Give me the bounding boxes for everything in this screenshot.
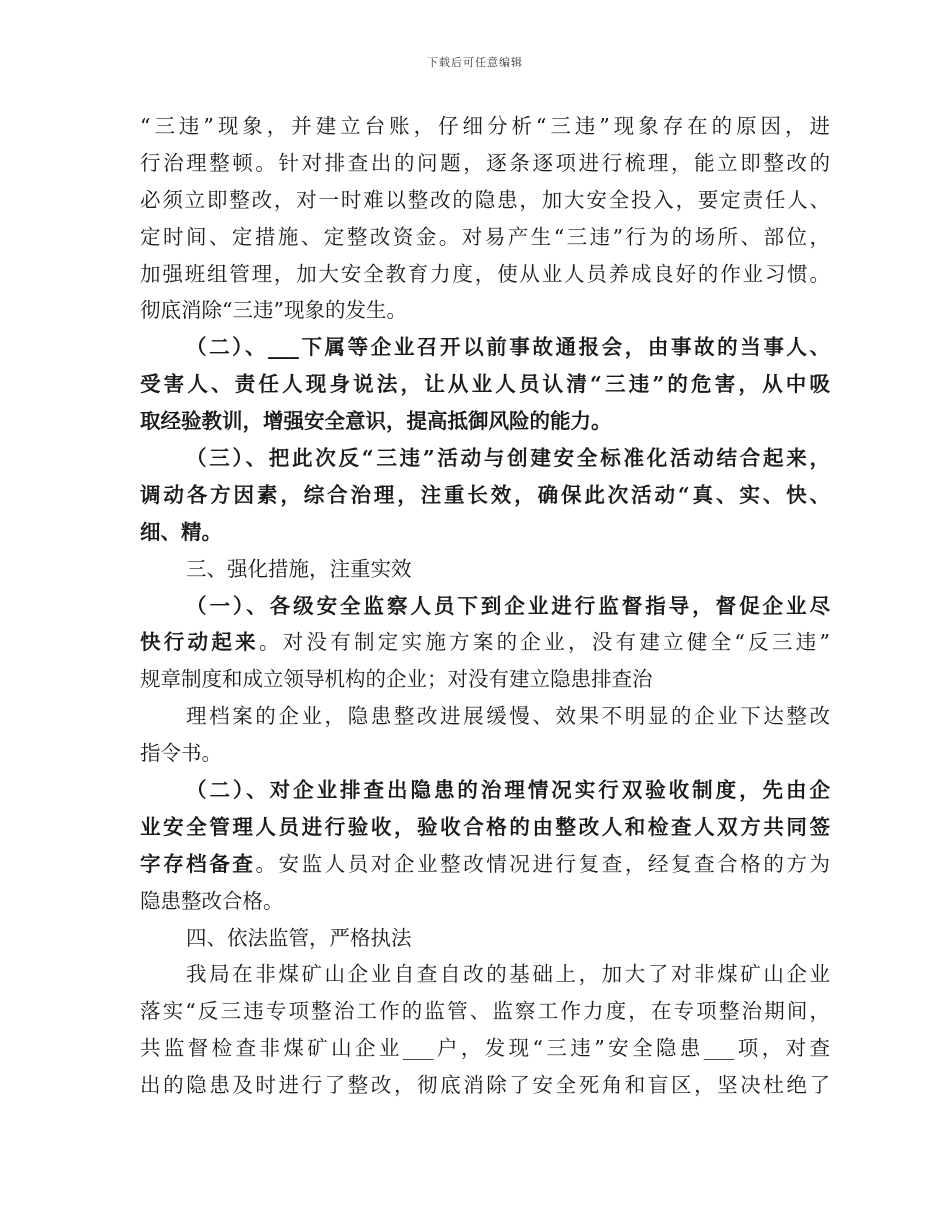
paragraph-4 bbox=[140, 588, 830, 699]
text-line bbox=[140, 846, 830, 883]
bold-run: 字存档备查 bbox=[140, 851, 256, 876]
bold-run: 快行动起来 bbox=[140, 630, 259, 655]
text-line: 落实“反三违专项整治工作的监管、监察工作力度，在专项整治期间， bbox=[140, 999, 830, 1024]
text-line: 定时间、定措施、定整改资金。对易产生“三违”行为的场所、部位， bbox=[140, 224, 830, 249]
text-run: 。对没有制定实施方案的企业，没有建立健全“反三违” bbox=[258, 630, 830, 655]
section-heading-3: 三、强化措施，注重实效 bbox=[186, 556, 412, 581]
paragraph-3 bbox=[140, 440, 830, 551]
paragraph-1 bbox=[140, 108, 830, 329]
text-line: 取经验教训，增强安全意识，提高抵御风险的能力。 bbox=[140, 409, 612, 434]
text-line: 指令书。 bbox=[140, 741, 222, 766]
text-line: （三）、把此次反“三违”活动与创建安全标准化活动结合起来， bbox=[186, 446, 830, 471]
paragraph-2 bbox=[140, 329, 830, 440]
text-line: （二）、___下属等企业召开以前事故通报会，由事故的当事人、 bbox=[186, 335, 830, 360]
text-line: （一）、各级安全监察人员下到企业进行监督指导，督促企业尽 bbox=[186, 593, 830, 618]
text-line: 规章制度和成立领导机构的企业；对没有建立隐患排查治 bbox=[140, 667, 653, 692]
text-line: 调动各方因素，综合治理，注重长效，确保此次活动“真、实、快、 bbox=[140, 482, 830, 507]
text-line: 隐患整改合格。 bbox=[140, 888, 284, 913]
text-line: 必须立即整改，对一时难以整改的隐患，加大安全投入，要定责任人、 bbox=[140, 187, 830, 212]
text-line: 理档案的企业，隐患整改进展缓慢、效果不明显的企业下达整改 bbox=[186, 704, 830, 729]
text-line: 彻底消除“三违”现象的发生。 bbox=[140, 298, 407, 323]
text-line: 共监督检查非煤矿山企业___户，发现“三违”安全隐患___项，对查 bbox=[140, 1036, 830, 1061]
text-line: （二）、对企业排查出隐患的治理情况实行双验收制度，先由企 bbox=[186, 778, 830, 803]
page-header: 下载后可任意编辑 bbox=[427, 56, 523, 69]
text-line: 业安全管理人员进行验收，验收合格的由整改人和检查人双方共同签 bbox=[140, 814, 830, 839]
section-heading-4: 四、依法监管，严格执法 bbox=[186, 925, 412, 950]
paragraph-6 bbox=[140, 772, 830, 920]
text-line: 细、精。 bbox=[140, 519, 222, 544]
paragraph-7 bbox=[140, 956, 830, 1104]
text-run: 。安监人员对企业整改情况进行复查，经复查合格的方为 bbox=[255, 851, 831, 876]
document-body bbox=[140, 108, 830, 1104]
text-line: 受害人、责任人现身说法，让从业人员认清“三违”的危害，从中吸 bbox=[140, 372, 830, 397]
text-line: 我局在非煤矿山企业自查自改的基础上，加大了对非煤矿山企业 bbox=[186, 962, 830, 987]
text-line: “三违”现象，并建立台账，仔细分析“三违”现象存在的原因，进 bbox=[140, 114, 830, 138]
text-line: 行治理整顿。针对排查出的问题，逐条逐项进行梳理，能立即整改的 bbox=[140, 150, 830, 175]
text-line bbox=[140, 624, 830, 661]
text-line: 加强班组管理，加大安全教育力度，使从业人员养成良好的作业习惯。 bbox=[140, 261, 830, 286]
paragraph-5 bbox=[140, 698, 830, 772]
text-line: 出的隐患及时进行了整改，彻底消除了安全死角和盲区，坚决杜绝了 bbox=[140, 1073, 830, 1098]
